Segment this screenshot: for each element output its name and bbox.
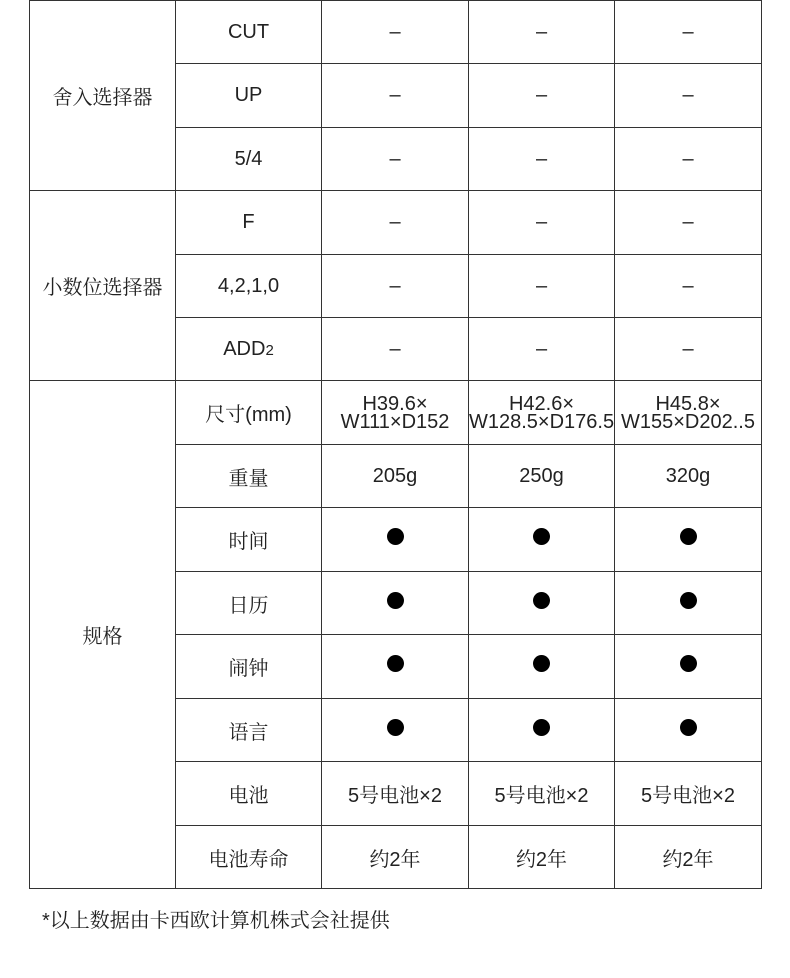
table-row <box>30 1 762 64</box>
cell-value: – <box>322 1 469 64</box>
cell-value: – <box>469 1 615 64</box>
decimal-selector-label: 小数位选择器 <box>30 191 176 381</box>
filled-dot-icon <box>387 719 404 736</box>
feature-cell <box>615 572 762 635</box>
row-name-dimensions: 尺寸(mm) <box>176 381 322 445</box>
battery-value: 5号电池×2 <box>615 762 762 826</box>
row-name-language: 语言 <box>176 699 322 762</box>
weight-value: 250g <box>469 445 615 508</box>
cell-value: – <box>615 255 762 318</box>
rounding-selector-label: 舍入选择器 <box>30 1 176 191</box>
table-row <box>30 191 762 255</box>
spec-table <box>29 0 762 889</box>
dimensions-value <box>322 381 469 445</box>
table-row <box>30 381 762 445</box>
filled-dot-icon <box>680 592 697 609</box>
row-name-cut: CUT <box>176 1 322 64</box>
battery-life-value: 约2年 <box>615 826 762 889</box>
battery-life-value: 约2年 <box>469 826 615 889</box>
weight-value: 205g <box>322 445 469 508</box>
dimension-line: H45.8× <box>655 392 721 415</box>
row-name-5-4: 5/4 <box>176 128 322 191</box>
feature-cell <box>469 635 615 699</box>
cell-value: – <box>615 318 762 381</box>
cell-value: – <box>469 128 615 191</box>
cell-value: – <box>322 318 469 381</box>
feature-cell <box>615 635 762 699</box>
filled-dot-icon <box>680 528 697 545</box>
feature-cell <box>322 635 469 699</box>
row-name-time: 时间 <box>176 508 322 572</box>
row-name-add2 <box>176 318 322 381</box>
add-text: ADD <box>223 337 266 360</box>
specs-label: 规格 <box>30 381 176 889</box>
cell-value: – <box>615 1 762 64</box>
cell-value: – <box>615 64 762 128</box>
row-name-battery-life: 电池寿命 <box>176 826 322 889</box>
row-name-up: UP <box>176 64 322 128</box>
filled-dot-icon <box>680 655 697 672</box>
cell-value: – <box>469 255 615 318</box>
battery-life-value: 约2年 <box>322 826 469 889</box>
row-name-alarm: 闹钟 <box>176 635 322 699</box>
row-name-battery: 电池 <box>176 762 322 826</box>
battery-value: 5号电池×2 <box>322 762 469 826</box>
cell-value: – <box>322 255 469 318</box>
dimensions-value <box>615 381 762 445</box>
feature-cell <box>322 508 469 572</box>
filled-dot-icon <box>387 655 404 672</box>
cell-value: – <box>322 128 469 191</box>
feature-cell <box>322 572 469 635</box>
filled-dot-icon <box>533 719 550 736</box>
feature-cell <box>469 572 615 635</box>
battery-value: 5号电池×2 <box>469 762 615 826</box>
weight-value: 320g <box>615 445 762 508</box>
cell-value: – <box>322 64 469 128</box>
cell-value: – <box>615 191 762 255</box>
filled-dot-icon <box>680 719 697 736</box>
footnote: *以上数据由卡西欧计算机株式会社提供 <box>42 910 390 932</box>
dimension-line: H39.6× <box>362 392 428 415</box>
feature-cell <box>469 699 615 762</box>
row-name-weight: 重量 <box>176 445 322 508</box>
feature-cell <box>469 508 615 572</box>
row-name-f: F <box>176 191 322 255</box>
filled-dot-icon <box>533 592 550 609</box>
dimension-line: H42.6× <box>508 392 575 415</box>
cell-value: – <box>615 128 762 191</box>
dimension-line: W155×D202..5 <box>621 410 755 433</box>
filled-dot-icon <box>387 592 404 609</box>
feature-cell <box>615 699 762 762</box>
row-name-calendar: 日历 <box>176 572 322 635</box>
cell-value: – <box>469 318 615 381</box>
filled-dot-icon <box>533 655 550 672</box>
cell-value: – <box>469 64 615 128</box>
dimension-line: W111×D152 <box>340 410 450 433</box>
dimensions-value <box>469 381 615 445</box>
cell-value: – <box>322 191 469 255</box>
dimension-line: W128.5×D176.5 <box>469 410 615 433</box>
feature-cell <box>322 699 469 762</box>
row-name-4210: 4,2,1,0 <box>176 255 322 318</box>
filled-dot-icon <box>387 528 404 545</box>
cell-value: – <box>469 191 615 255</box>
add-subscript: 2 <box>265 341 274 359</box>
filled-dot-icon <box>533 528 550 545</box>
feature-cell <box>615 508 762 572</box>
